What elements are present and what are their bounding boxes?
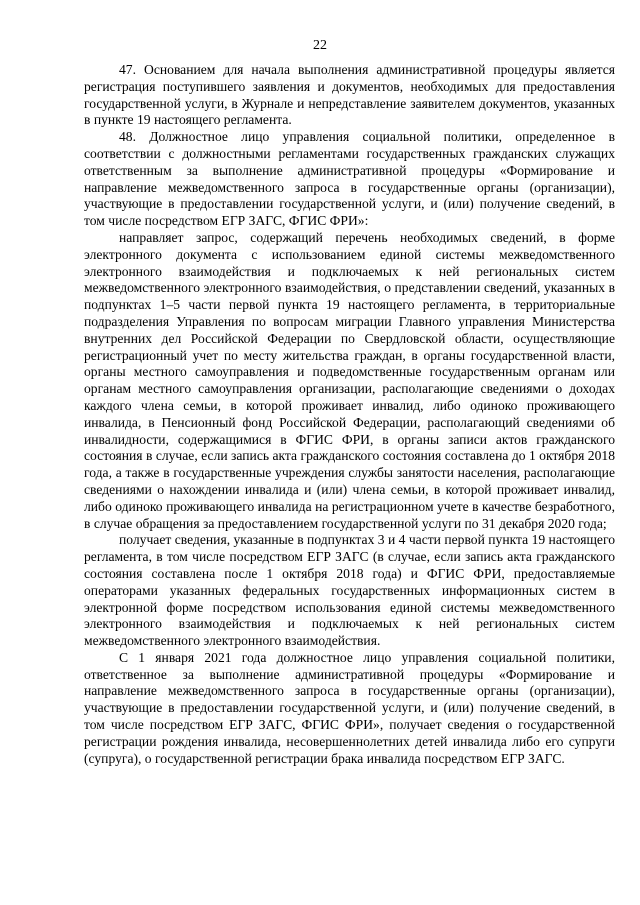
- paragraph-receive: получает сведения, указанные в подпунктах 3 и 4 части первой пункта 19 настоящего регламента, в том числе посредством ЕГР ЗАГС (в случае, если запись акта гражданского состояния составлена после 1 октября 2018 года) и ФГИС ФРИ, предоставляемые операторами указанных федеральных государственных информационных систем в электронной форме посредством использования единой системы межведомственного электронного взаимодействия и подключаемых к ней региональных систем межведомственного электронного взаимодействия.: [84, 532, 615, 649]
- paragraph-from-2021: С 1 января 2021 года должностное лицо управления социальной политики, ответственное за выполнение административной процедуры «Формирование и направление межведомственного запроса в государственные органы (организации), участвующие в предоставлении государственной услуги, и (или) получение сведений, в том числе посредством ЕГР ЗАГС, ФГИС ФРИ», получает сведения о государственной регистрации рождения инвалида, несовершеннолетних детей инвалида либо его супруги (супруга), о государственной регистрации брака инвалида посредством ЕГР ЗАГС.: [84, 649, 615, 766]
- paragraph-request: направляет запрос, содержащий перечень необходимых сведений, в форме электронного документа с использованием единой системы межведомственного электронного взаимодействия и подключаемых к ней региональных систем межведомственного электронного взаимодействия, о представлении сведений, указанных в подпунктах 1–5 части первой пункта 19 настоящего регламента, в территориальные подразделения Управления по вопросам миграции Главного управления Министерства внутренних дел Российской Федерации по Свердловской области, осуществляющие регистрационный учет по месту жительства граждан, в органы государственной власти, органы местного самоуправления и подведомственные государственным органам или органам местного самоуправления организации, располагающие сведениями о доходах каждого члена семьи, в которой проживает инвалид, либо одиноко проживающего инвалида, в Пенсионный фонд Российской Федерации, располагающий сведениями об инвалидности, содержащимися в ФГИС ФРИ, в органы записи актов гражданского состояния в случае, если запись акта гражданского состояния составлена до 1 октября 2018 года, а также в государственные учреждения службы занятости населения, располагающие сведениями о нахождении инвалида и (или) члена семьи, в которой проживает инвалид, либо одиноко проживающего инвалида на регистрационном учете в качестве безработного, в случае обращения за предоставлением государственной услуги по 31 декабря 2020 года;: [84, 229, 615, 531]
- paragraph-47: 47. Основанием для начала выполнения административной процедуры является регистрация поступившего заявления и документов, необходимых для предоставления государственной услуги, в Журнале и непредставление заявителем документов, указанных в пункте 19 настоящего регламента.: [84, 62, 615, 128]
- paragraph-48: 48. Должностное лицо управления социальной политики, определенное в соответствии с должностными регламентами государственных гражданских служащих ответственным за выполнение административной процедуры «Формирование и направление межведомственного запроса в государственные органы (организации), участвующие в предоставлении государственной услуги, и (или) получение сведений, в том числе посредством ЕГР ЗАГС, ФГИС ФРИ»:: [84, 129, 615, 229]
- page-number: 22: [313, 38, 327, 53]
- document-body: [84, 62, 615, 767]
